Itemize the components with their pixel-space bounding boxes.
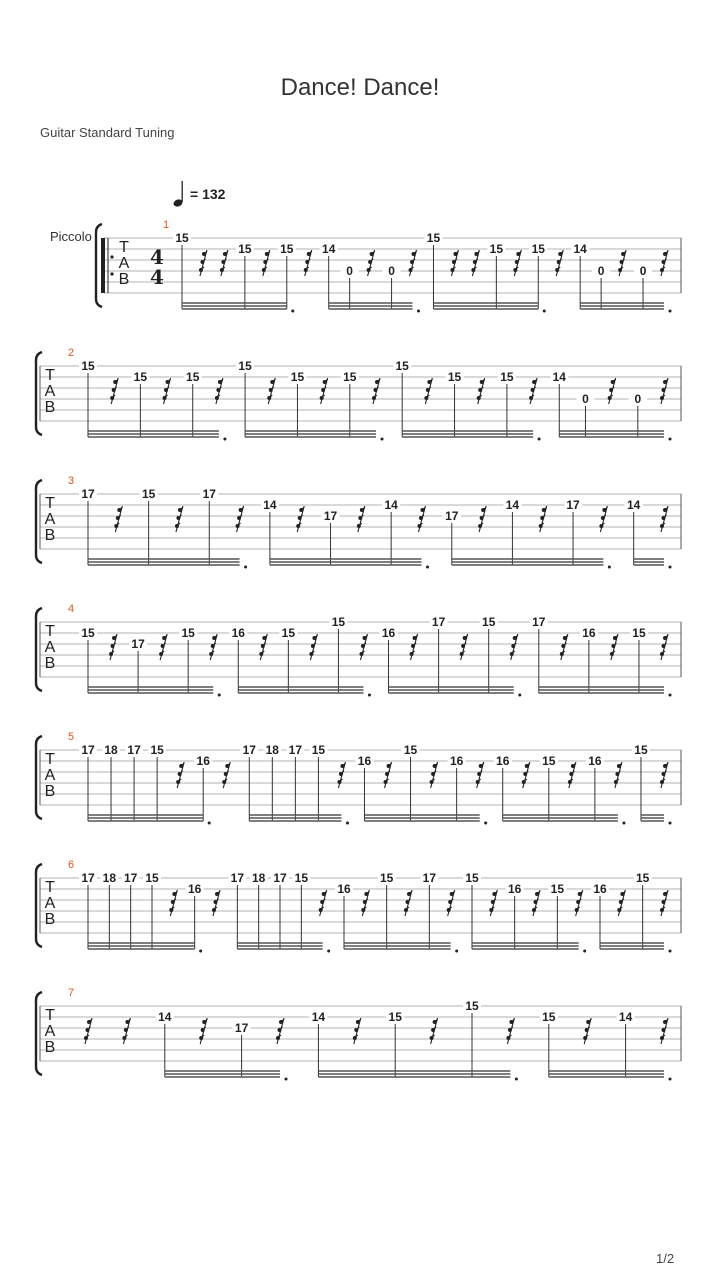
fret-number: 16 — [196, 754, 210, 768]
dot — [515, 1078, 518, 1081]
rest-glyph — [660, 762, 668, 788]
rest-glyph — [212, 890, 220, 916]
tuning-label: Guitar Standard Tuning — [40, 125, 175, 140]
fret-number: 15 — [426, 231, 441, 245]
dot — [244, 566, 247, 569]
rest-glyph — [477, 378, 485, 404]
rest-glyph — [110, 378, 118, 404]
dot — [669, 310, 672, 313]
fret-number: 17 — [242, 743, 256, 757]
fret-number: 15 — [489, 242, 504, 256]
rest-glyph — [262, 250, 270, 276]
dot — [426, 566, 429, 569]
fret-number: 16 — [582, 626, 596, 640]
tab-clef-letter: T — [45, 367, 55, 384]
rest-glyph — [430, 762, 438, 788]
rest-glyph — [424, 378, 432, 404]
fret-number: 18 — [102, 871, 117, 885]
tab-clef-letter: B — [44, 527, 56, 544]
rest-glyph — [319, 890, 327, 916]
fret-number: 0 — [597, 264, 605, 278]
rest-glyph — [372, 378, 380, 404]
fret-number: 17 — [234, 1021, 249, 1035]
tab-system — [0, 214, 720, 324]
fret-number: 0 — [639, 264, 647, 278]
dot — [218, 694, 221, 697]
dot — [583, 950, 586, 953]
fret-number: 15 — [635, 871, 650, 885]
rest-glyph — [417, 506, 425, 532]
tab-clef-letter: B — [118, 271, 130, 288]
rest-glyph — [109, 634, 117, 660]
rest-glyph — [259, 634, 267, 660]
dot — [669, 1078, 672, 1081]
fret-number: 17 — [230, 871, 245, 885]
rest-glyph — [610, 634, 618, 660]
rest-glyph — [513, 250, 521, 276]
rest-glyph — [522, 762, 530, 788]
dot — [381, 438, 384, 441]
tempo-value: = 132 — [190, 186, 226, 202]
rest-glyph — [304, 250, 312, 276]
rest-glyph — [175, 506, 183, 532]
fret-number: 0 — [634, 392, 642, 406]
rest-glyph — [430, 1018, 438, 1044]
dot — [669, 822, 672, 825]
rest-glyph — [357, 506, 365, 532]
rest-glyph — [447, 890, 455, 916]
rest-glyph — [560, 634, 568, 660]
rest-glyph — [122, 1018, 130, 1044]
fret-number: 15 — [311, 743, 326, 757]
rest-glyph — [506, 1018, 514, 1044]
fret-number: 15 — [141, 487, 156, 501]
system-bracket — [36, 736, 42, 819]
fret-number: 15 — [238, 359, 252, 373]
rest-glyph — [614, 762, 622, 788]
rest-glyph — [236, 506, 244, 532]
tab-clef-letter: A — [44, 895, 56, 912]
fret-number: 15 — [238, 242, 252, 256]
fret-number: 17 — [422, 871, 437, 885]
tab-system — [0, 598, 720, 708]
fret-number: 17 — [81, 743, 95, 757]
fret-number: 17 — [123, 871, 138, 885]
dot — [455, 950, 458, 953]
fret-number: 15 — [294, 871, 309, 885]
fret-number: 15 — [81, 359, 95, 373]
rest-glyph — [618, 250, 626, 276]
rest-glyph — [476, 762, 484, 788]
dot — [669, 950, 672, 953]
fret-number: 14 — [618, 1010, 633, 1024]
fret-number: 16 — [449, 754, 464, 768]
dot — [327, 950, 330, 953]
dot — [346, 822, 349, 825]
repeat-dot — [110, 272, 113, 275]
fret-number: 15 — [150, 743, 164, 757]
tab-system — [0, 726, 720, 836]
fret-number: 14 — [627, 498, 641, 512]
fret-number: 17 — [127, 743, 141, 757]
system-bracket — [36, 352, 42, 435]
fret-number: 16 — [231, 626, 245, 640]
rest-glyph — [660, 890, 668, 916]
fret-number: 14 — [311, 1010, 326, 1024]
tab-clef-letter: T — [45, 879, 55, 896]
dot — [208, 822, 211, 825]
fret-number: 15 — [550, 882, 565, 896]
dot — [538, 438, 541, 441]
dot — [417, 310, 420, 313]
rest-glyph — [359, 634, 367, 660]
fret-number: 17 — [566, 498, 580, 512]
rest-glyph — [529, 378, 537, 404]
rest-glyph — [209, 634, 217, 660]
rest-glyph — [309, 634, 317, 660]
rest-glyph — [409, 250, 417, 276]
rest-glyph — [276, 1018, 284, 1044]
rest-glyph — [532, 890, 540, 916]
tab-clef-letter: T — [45, 751, 55, 768]
rest-glyph — [215, 378, 223, 404]
fret-number: 17 — [81, 487, 95, 501]
rest-glyph — [555, 250, 563, 276]
fret-number: 17 — [288, 743, 303, 757]
rest-glyph — [660, 250, 668, 276]
fret-number: 15 — [280, 242, 294, 256]
rest-glyph — [617, 890, 625, 916]
bar-number: 2 — [68, 347, 75, 359]
rest-glyph — [510, 634, 518, 660]
fret-number: 15 — [343, 370, 357, 384]
dot — [669, 694, 672, 697]
fret-number: 16 — [187, 882, 202, 896]
fret-number: 15 — [181, 626, 195, 640]
fret-number: 16 — [381, 626, 396, 640]
fret-number: 15 — [388, 1010, 402, 1024]
time-signature-bottom: 4 — [150, 265, 164, 289]
fret-number: 14 — [384, 498, 398, 512]
fret-number: 16 — [337, 882, 351, 896]
system-bracket — [36, 480, 42, 563]
rest-glyph — [539, 506, 547, 532]
fret-number: 15 — [403, 743, 418, 757]
tab-system — [0, 342, 720, 452]
tab-system — [0, 470, 720, 580]
tab-system — [0, 854, 720, 964]
dot — [518, 694, 521, 697]
tab-clef-letter: B — [44, 783, 56, 800]
instrument-name: Piccolo — [50, 229, 92, 244]
tab-clef-letter: T — [45, 495, 55, 512]
fret-number: 15 — [632, 626, 646, 640]
tab-clef-letter: A — [44, 383, 56, 400]
time-signature-top: 4 — [150, 245, 164, 269]
tab-clef-letter: B — [44, 1039, 56, 1056]
system-bracket — [36, 992, 42, 1075]
fret-number: 17 — [323, 509, 338, 523]
fret-number: 16 — [507, 882, 522, 896]
fret-number: 15 — [81, 626, 95, 640]
score-title: Dance! Dance! — [280, 74, 440, 101]
fret-number: 0 — [582, 392, 589, 406]
rest-glyph — [608, 378, 616, 404]
tab-clef-letter: T — [45, 1007, 55, 1024]
fret-number: 15 — [395, 359, 409, 373]
fret-number: 17 — [131, 637, 145, 651]
rest-glyph — [460, 634, 468, 660]
fret-number: 18 — [251, 871, 266, 885]
fret-number: 17 — [202, 487, 216, 501]
fret-number: 15 — [186, 370, 200, 384]
tab-system — [0, 982, 720, 1092]
fret-number: 17 — [431, 615, 446, 629]
quarter-note-icon — [172, 180, 188, 208]
rest-glyph — [163, 378, 171, 404]
rest-glyph — [176, 762, 184, 788]
rest-glyph — [599, 506, 607, 532]
fret-number: 15 — [542, 1010, 556, 1024]
dot — [223, 438, 226, 441]
fret-number: 15 — [542, 754, 556, 768]
fret-number: 14 — [322, 242, 336, 256]
tempo-marking — [172, 180, 229, 208]
tab-clef-letter: T — [119, 239, 129, 256]
rest-glyph — [220, 250, 228, 276]
rest-glyph — [410, 634, 418, 660]
rest-glyph — [84, 1018, 92, 1044]
rest-glyph — [361, 890, 369, 916]
rest-glyph — [222, 762, 230, 788]
rest-glyph — [478, 506, 486, 532]
rest-glyph — [267, 378, 275, 404]
fret-number: 15 — [500, 370, 514, 384]
rest-glyph — [296, 506, 304, 532]
fret-number: 15 — [634, 743, 648, 757]
tab-clef-letter: A — [44, 767, 56, 784]
repeat-dot — [110, 255, 113, 258]
fret-number: 15 — [133, 370, 148, 384]
fret-number: 16 — [588, 754, 602, 768]
dot — [484, 822, 487, 825]
fret-number: 15 — [145, 871, 159, 885]
bar-number: 4 — [68, 603, 75, 615]
fret-number: 14 — [158, 1010, 172, 1024]
dot — [543, 310, 546, 313]
page-indicator: 1/2 — [656, 1251, 675, 1266]
rest-glyph — [367, 250, 375, 276]
dot — [368, 694, 371, 697]
fret-number: 16 — [357, 754, 372, 768]
fret-number: 14 — [573, 242, 587, 256]
dot — [608, 566, 611, 569]
rest-glyph — [471, 250, 479, 276]
rest-glyph — [568, 762, 576, 788]
fret-number: 17 — [445, 509, 459, 523]
tab-clef-letter: A — [118, 255, 130, 272]
rest-glyph — [450, 250, 458, 276]
rest-glyph — [199, 1018, 207, 1044]
fret-number: 18 — [265, 743, 279, 757]
fret-number: 16 — [593, 882, 607, 896]
system-bracket — [36, 608, 42, 691]
fret-number: 15 — [281, 626, 296, 640]
rest-glyph — [337, 762, 345, 788]
tab-clef-letter: T — [45, 623, 55, 640]
fret-number: 0 — [388, 264, 395, 278]
rest-glyph — [660, 506, 668, 532]
fret-number: 15 — [175, 231, 189, 245]
fret-number: 15 — [290, 370, 305, 384]
tab-clef-letter: A — [44, 1023, 56, 1040]
tab-clef-letter: A — [44, 639, 56, 656]
rest-glyph — [404, 890, 412, 916]
dot — [622, 822, 625, 825]
fret-number: 15 — [482, 615, 496, 629]
rest-glyph — [489, 890, 497, 916]
rest-glyph — [583, 1018, 591, 1044]
system-bracket — [36, 864, 42, 947]
fret-number: 15 — [465, 999, 479, 1013]
dot — [669, 438, 672, 441]
fret-number: 15 — [331, 615, 346, 629]
rest-glyph — [660, 1018, 668, 1044]
rest-glyph — [384, 762, 392, 788]
rest-glyph — [199, 250, 207, 276]
dot — [291, 310, 294, 313]
fret-number: 14 — [263, 498, 277, 512]
fret-number: 17 — [81, 871, 95, 885]
dot — [669, 566, 672, 569]
fret-number: 15 — [465, 871, 479, 885]
rest-glyph — [660, 634, 668, 660]
rest-glyph — [660, 378, 668, 404]
fret-number: 14 — [505, 498, 520, 512]
tab-clef-letter: A — [44, 511, 56, 528]
rest-glyph — [353, 1018, 361, 1044]
bar-number: 3 — [68, 475, 75, 487]
tab-clef-letter: B — [44, 655, 56, 672]
bar-number: 6 — [68, 859, 75, 871]
bar-number: 5 — [68, 731, 75, 743]
fret-number: 15 — [531, 242, 545, 256]
rest-glyph — [575, 890, 583, 916]
rest-glyph — [169, 890, 177, 916]
fret-number: 0 — [346, 264, 353, 278]
fret-number: 16 — [496, 754, 510, 768]
fret-number: 15 — [379, 871, 394, 885]
tab-clef-letter: B — [44, 911, 56, 928]
dot — [199, 950, 202, 953]
bar-number: 7 — [68, 987, 75, 999]
rest-glyph — [114, 506, 122, 532]
fret-number: 14 — [552, 370, 566, 384]
fret-number: 17 — [532, 615, 546, 629]
rest-glyph — [159, 634, 167, 660]
repeat-thick-bar — [101, 238, 105, 293]
dot — [285, 1078, 288, 1081]
tab-clef-letter: B — [44, 399, 56, 416]
fret-number: 18 — [104, 743, 118, 757]
rest-glyph — [320, 378, 328, 404]
fret-number: 17 — [273, 871, 287, 885]
bar-number: 1 — [163, 219, 170, 231]
fret-number: 15 — [447, 370, 462, 384]
